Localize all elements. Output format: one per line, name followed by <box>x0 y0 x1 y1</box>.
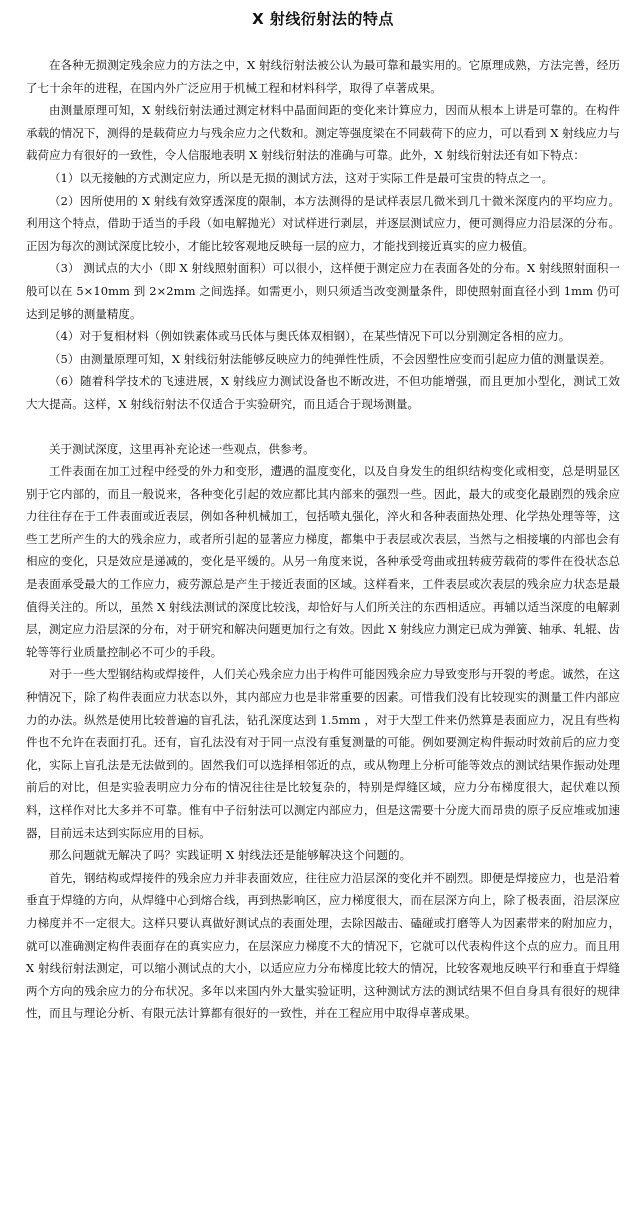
paragraph: 在各种无损测定残余应力的方法之中，X 射线衍射法被公认为最可靠和最实用的。它原理成熟，方法完善，经历了七十余年的进程，在国内外广泛应用于机械工程和材料科学，取得了卓著成果。 <box>26 58 620 95</box>
list-item: （5）由测量原理可知，X 射线衍射法能够反映应力的纯弹性性质，不会因塑性应变而引起应力值的测量误差。 <box>49 351 612 366</box>
list-item: （6）随着科学技术的飞速进展，X 射线应力测试设备也不断改进，不但功能增强，而且更加小型化，测试工效大大提高。这样，X 射线衍射法不仅适合于实验研究，而且适合于现场测量。 <box>26 374 620 411</box>
list-item: （1）以无接触的方式测定应力，所以是无损的测试方法，这对于实际工件是最可宝贵的特点之一。 <box>49 170 554 185</box>
paragraph: 那么问题就无解决了吗？实践证明 X 射线法还是能够解决这个问题的。 <box>49 848 412 863</box>
paragraph: 由测量原理可知，X 射线衍射法通过测定材料中晶面间距的变化来计算应力，因而从根本上讲是可靠的。在构件承载的情况下，测得的是载荷应力与残余应力之代数和。测定等强度梁在不同载荷下的应力，可以看到 X 射线应力与载荷应力有很好的一致性，令人信服地表明 X 射线衍射法的准确与可靠。此外，X 射线衍射法还有如下特点： <box>26 103 620 163</box>
list-item: （2）因所使用的 X 射线有效穿透深度的限制，本方法测得的是试样表层几微米到几十微米深度内的平均应力。利用这个特点，借助于适当的手段（如电解抛光）对试样进行剥层，并逐层测试应力，便可测得应力沿层深的分布。正因为每次的测试深度比较小，才能比较客观地反映每一层的应力，才能找到接近真实的应力极值。 <box>26 193 620 253</box>
paragraph: 对于一些大型钢结构或焊接件，人们关心残余应力出于构件可能因残余应力导致变形与开裂的考虑。诚然，在这种情况下，除了构件表面应力状态以外，其内部应力也是非常重要的因素。可惜我们没有比较现实的测量工件内部应力的办法。纵然是使用比较普遍的盲孔法，钻孔深度达到 1.5mm ，对于大型工件来仍然算是表面应力，况且有些构件也不允许在表面打孔。还有，盲孔法没有对于同一点没有重复测量的可能。例如要测定构件振动时效前后的应力变化，实际上盲孔法是无法做到的。固然我们可以选择相邻近的点，或从物理上分析可能等效点的测试结果作振动处理前后的对比，但是实验表明应力分布的情况往往是比较复杂的，特别是焊缝区域，应力分布梯度很大，起伏难以预料，这样作对比大多并不可靠。惟有中子衍射法可以测定内部应力，但是这需要十分庞大而昂贵的原子反应堆或加速器，目前远未达到实际应用的目标。 <box>26 667 620 840</box>
list-item: （3） 测试点的大小（即 X 射线照射面积）可以很小，这样便于测定应力在表面各处的分布。X 射线照射面积一般可以在 5×10mm 到 2×2mm 之间选择。如需更小，则只须适当改变测量条件，即使照射面直径小到 1mm 仍可达到足够的测量精度。 <box>26 261 620 321</box>
document-title: X 射线衍射法的特点 <box>252 10 394 28</box>
paragraph: 工件表面在加工过程中经受的外力和变形，遭遇的温度变化，以及自身发生的组织结构变化或相变，总是明显区别于它内部的，而且一般说来，各种变化引起的效应都比其内部来的强烈一些。因此，最大的或变化最剧烈的残余应力往往存在于工件表面或近表层，例如各种机械加工，包括喷丸强化，淬火和各种表面热处理、化学热处理等等，这些工艺所产生的大的残余应力，或者所引起的显著应力梯度，都集中于表层或次表层，当然与之相接壤的内部也会有相应的变化，只是效应是递减的，变化是平缓的。从另一角度来说，各种承受弯曲或扭转疲劳载荷的零件在役状态总是表面承受最大的工作应力，疲劳源总是产生于接近表面的区域。这样看来，工件表层或次表层的残余应力状态是最值得关注的。所以，虽然 X 射线法测试的深度比较浅，却恰好与人们所关注的东西相适应。再辅以适当深度的电解剥层，测定应力沿层深的分布，对于研究和解决问题更加行之有效。因此 X 射线应力测定已成为弹簧、轴承、轧辊、齿轮等等行业质量控制必不可少的手段。 <box>26 464 620 659</box>
paragraph: 首先，钢结构或焊接件的残余应力并非表面效应，往往应力沿层深的变化并不剧烈。即便是焊接应力，也是沿着垂直于焊缝的方向，从焊缝中心到熔合线，再到热影响区，应力梯度很大，而在层深方向上，除了极表面，沿层深应力梯度并不一定很大。这样只要认真做好测试点的表面处理，去除因敲击、磕碰或打磨等人为因素带来的附加应力，就可以准确测定构件表面存在的真实应力，在层深应力梯度不大的情况下，它就可以代表构件这个点的应力。而且用 X 射线衍射法测定，可以缩小测试点的大小，以适应应力分布梯度比较大的情况，比较客观地反映平行和垂直于焊缝两个方向的残余应力的分布状况。多年以来国内外大量实验证明，这种测试方法的测试结果不但自身具有很好的规律性，而且与理论分析、有限元法计算都有很好的一致性，并在工程应用中取得卓著成果。 <box>26 870 620 1021</box>
list-item: （4）对于复相材料（例如铁素体或马氏体与奥氏体双相钢），在某些情况下可以分别测定各相的应力。 <box>49 329 571 344</box>
section-gap <box>26 416 620 438</box>
paragraph: 关于测试深度，这里再补充论述一些观点，供参考。 <box>49 441 315 456</box>
